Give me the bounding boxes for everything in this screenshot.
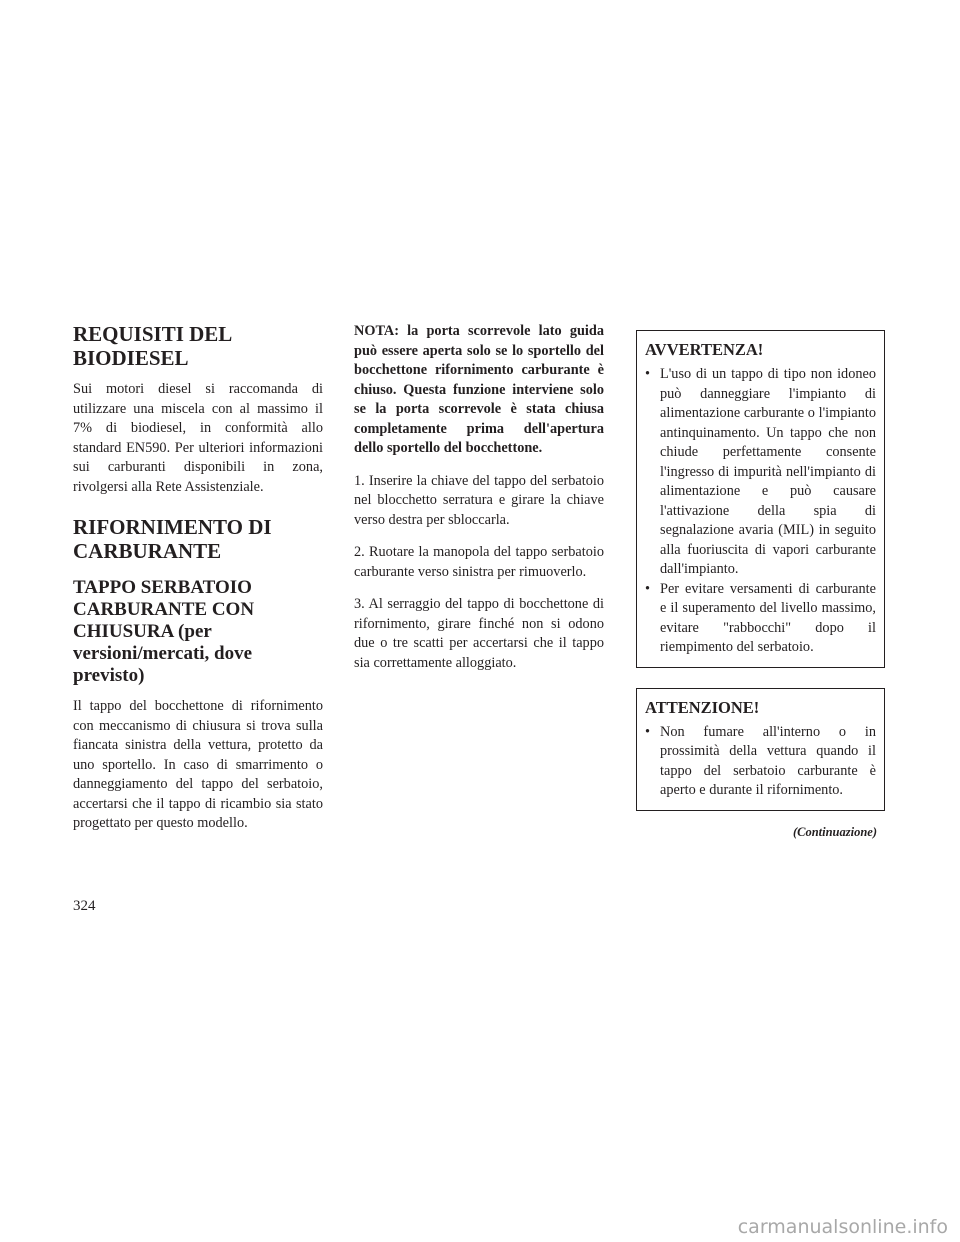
subheading-fuel-cap: TAPPO SERBATOIO CARBURANTE CON CHIUSURA (per versioni/mercati, dove previsto): [73, 577, 255, 686]
paragraph-fuel-cap: Il tappo del bocchettone di rifornimento con meccanismo di chiusura si trova sulla fiancata sinistra della vettura, protetto da uno sportello. In caso di smarrimento o danneggiamento del tappo del serbatoio, accertarsi che il tappo di ricambio sia stato progettato per questo modello.: [73, 698, 323, 831]
bullet-icon: •: [645, 366, 651, 382]
caution-item: [645, 723, 876, 801]
paragraph-biodiesel: Sui motori diesel si raccomanda di utilizzare una miscela con al massimo il 7% di biodiesel, in conformità allo standard EN590. Per ulteriori informazioni sui carburanti disponibili in zona, rivolgersi alla Rete Assistenziale.: [73, 381, 323, 495]
warning-box: [636, 330, 885, 668]
heading-refuel: RIFORNIMENTO DI CARBURANTE: [73, 515, 272, 563]
step-3: 3. Al serraggio del tappo di bocchettone di rifornimento, girare finché non si odono due o tre scatti per accertarsi che il tappo sia correttamente alloggiato.: [354, 596, 604, 671]
page-number: 324: [73, 898, 96, 914]
column-middle: [354, 322, 604, 686]
bullet-icon: •: [645, 580, 651, 597]
warning-item: [645, 365, 876, 580]
bullet-icon: •: [645, 723, 651, 740]
note-sliding-door: NOTA: la porta scorrevole lato guida può essere aperta solo se lo sportello del bocchettone rifornimento carburante è chiuso. Questa funzione interviene solo se la porta scorrevole è stata chiusa completamente prima dell'apertura dello sportello del bocchettone.: [354, 323, 604, 456]
step-1: 1. Inserire la chiave del tappo del serbatoio nel blocchetto serratura e girare la chiave verso destra per sbloccarla.: [354, 472, 604, 528]
warning-title: AVVERTENZA!: [645, 340, 764, 359]
warning-item-text: Per evitare versamenti di carburante e il superamento del livello massimo, evitare "rabbocchi" dopo il riempimento del serbatoio.: [660, 580, 876, 655]
column-right: [636, 330, 885, 831]
warning-item-text: L'uso di un tappo di tipo non idoneo può danneggiare l'impianto di alimentazione carburante o l'impianto antinquinamento. Un tappo che non chiude perfettamente consente l'ingresso di impurità nell'impianto di alimentazione e può causare l'attivazione della spia di segnalazione avaria (MIL) in seguito alla fuoriuscita di vapori carburante dall'impianto.: [660, 366, 876, 577]
step-2: 2. Ruotare la manopola del tappo serbatoio carburante verso sinistra per rimuoverlo.: [354, 544, 604, 580]
heading-biodiesel: REQUISITI DEL BIODIESEL: [73, 322, 232, 370]
warning-item: [645, 580, 876, 658]
caution-box: [636, 688, 885, 811]
caution-item-text: Non fumare all'interno o in prossimità della vettura quando il tappo del serbatoio carburante è aperto e durante il rifornimento.: [660, 723, 876, 798]
watermark: carmanualsonline.info: [737, 1216, 948, 1238]
caution-title: ATTENZIONE!: [645, 697, 760, 717]
continued-label: (Continuazione): [792, 825, 877, 839]
column-left: [73, 322, 323, 847]
